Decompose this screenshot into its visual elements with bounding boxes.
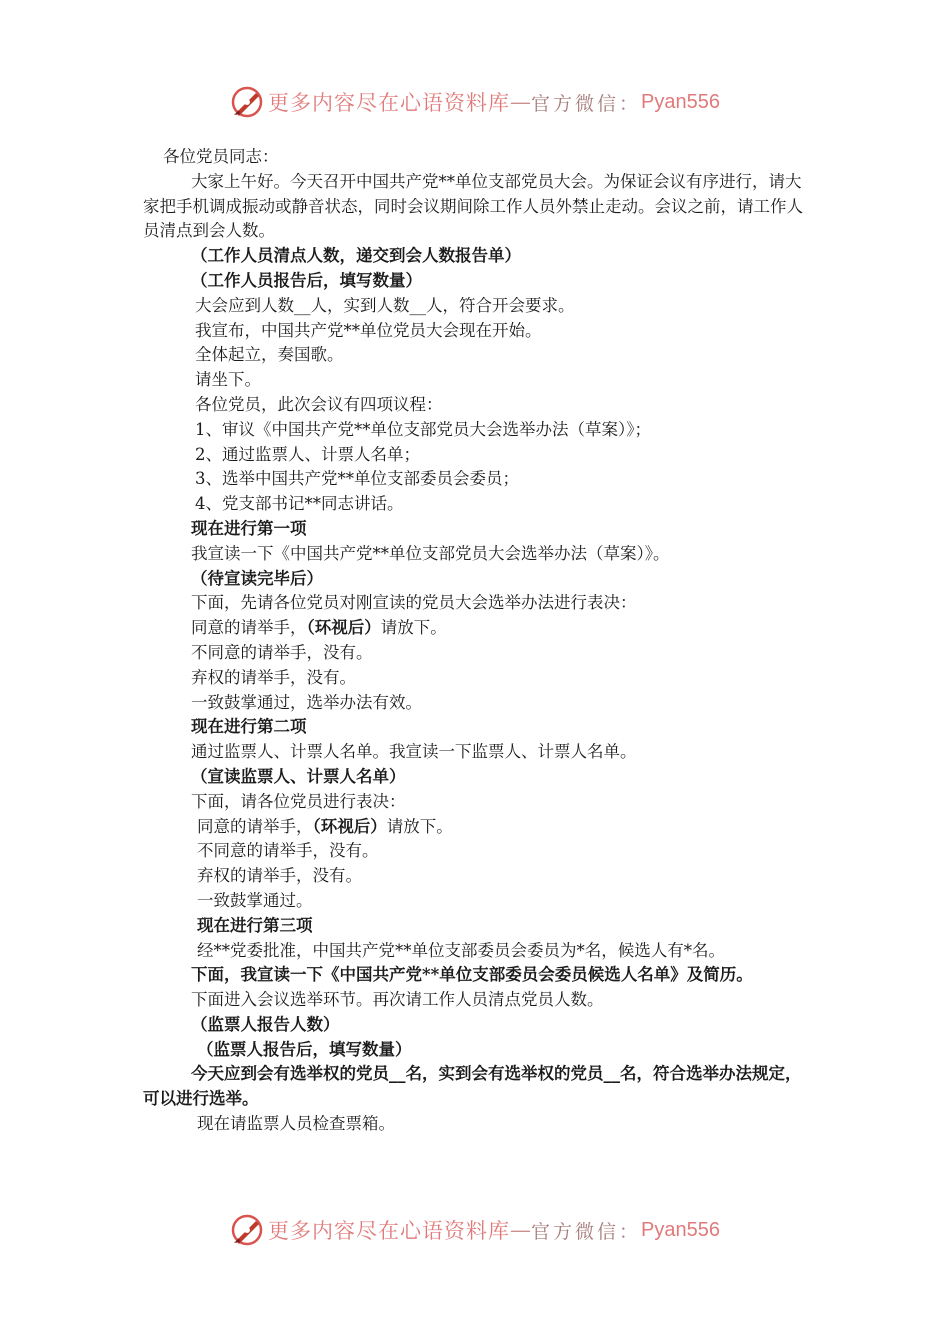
item2-note: （宣读监票人、计票人名单） (191, 766, 406, 786)
item1-note: （待宣读完毕后） (191, 568, 323, 588)
banner-wechat-id: Pyan556 (641, 90, 720, 113)
item1-vote: 下面，先请各位党员对刚宣读的党员大会选举办法进行表决： (191, 593, 637, 613)
attendance-line: 大会应到人数__人，实到人数__人，符合开会要求。 (195, 295, 575, 315)
item2-disagree: 不同意的请举手，没有。 (197, 841, 379, 861)
item2-read: 通过监票人、计票人名单。我宣读一下监票人、计票人名单。 (191, 742, 637, 762)
item1-heading: 现在进行第一项 (191, 518, 307, 538)
agree-note: （环视后） (312, 816, 387, 836)
footer-banner (0, 1210, 950, 1250)
agenda-intro: 各位党员，此次会议有四项议程： (195, 394, 443, 414)
item2-heading: 现在进行第二项 (191, 717, 307, 737)
document-body (143, 145, 803, 1137)
item1-result: 一致鼓掌通过，选举办法有效。 (191, 692, 422, 712)
banner-brand-text: 更多内容尽在心语资料库 (268, 91, 510, 115)
banner-separator: — (510, 1218, 531, 1242)
sit-down: 请坐下。 (195, 370, 261, 390)
agenda-item: 3、选举中国共产党**单位支部委员会委员； (195, 469, 519, 489)
agree-end: 请放下。 (386, 816, 453, 836)
agree-end: 请放下。 (380, 618, 447, 638)
note-count: （工作人员清点人数，递交到会人数报告单） (191, 246, 521, 266)
item3-election: 下面进入会议选举环节。再次请工作人员清点党员人数。 (191, 990, 604, 1010)
item1-disagree: 不同意的请举手，没有。 (191, 642, 373, 662)
item1-abstain: 弃权的请举手，没有。 (191, 667, 356, 687)
agenda-item: 1、审议《中国共产党**单位支部党员大会选举办法（草案）》； (195, 419, 651, 439)
item3-heading: 现在进行第三项 (197, 915, 313, 935)
item2-vote: 下面，请各位党员进行表决： (191, 791, 406, 811)
item1-read: 我宣读一下《中国共产党**单位支部党员大会选举办法（草案）》。 (191, 543, 670, 563)
banner-separator: — (510, 90, 531, 114)
declare-open: 我宣布，中国共产党**单位党员大会现在开始。 (195, 320, 542, 340)
pen-logo-icon (230, 1213, 264, 1247)
opening-paragraph: 大家上午好。今天召开中国共产党**单位支部党员大会。为保证会议有序进行，请大家把手机调成振动或静音状态，同时会议期间除工作人员外禁止走动。会议之前，请工作人员清点到会人数。 (143, 171, 803, 241)
item3-note-fill: （监票人报告后，填写数量） (197, 1039, 412, 1059)
banner-wechat-label: 官方微信： (531, 92, 642, 115)
item3-candidates: 下面，我宣读一下《中国共产党**单位支部委员会委员候选人名单》及简历。 (191, 965, 753, 985)
salutation: 各位党员同志： (163, 147, 279, 166)
item2-result: 一致鼓掌通过。 (197, 890, 313, 910)
item1-agree (143, 616, 803, 641)
note-fill: （工作人员报告后，填写数量） (191, 270, 422, 290)
item3-note-count: （监票人报告人数） (191, 1014, 340, 1034)
agenda-item: 4、党支部书记**同志讲话。 (195, 494, 404, 514)
stand-anthem: 全体起立，奏国歌。 (195, 345, 344, 365)
pen-logo-icon (230, 85, 264, 119)
item3-ballot-box: 现在请监票人员检查票箱。 (197, 1114, 395, 1134)
item3-approval: 经**党委批准，中国共产党**单位支部委员会委员为*名，候选人有*名。 (197, 940, 725, 960)
item2-abstain: 弃权的请举手，没有。 (197, 866, 362, 886)
banner-wechat-id: Pyan556 (641, 1218, 720, 1241)
agree-text: 同意的请举手， (197, 816, 313, 836)
agree-note: （环视后） (306, 618, 381, 638)
banner-wechat-label: 官方微信： (531, 1220, 642, 1243)
agree-text: 同意的请举手， (191, 618, 307, 638)
item3-quorum: 今天应到会有选举权的党员__名，实到会有选举权的党员__名，符合选举办法规定，可以进行选举。 (143, 1064, 802, 1109)
agenda-item: 2、通过监票人、计票人名单； (195, 444, 420, 464)
header-banner (0, 82, 950, 122)
item2-agree (143, 815, 803, 840)
banner-brand-text: 更多内容尽在心语资料库 (268, 1219, 510, 1243)
